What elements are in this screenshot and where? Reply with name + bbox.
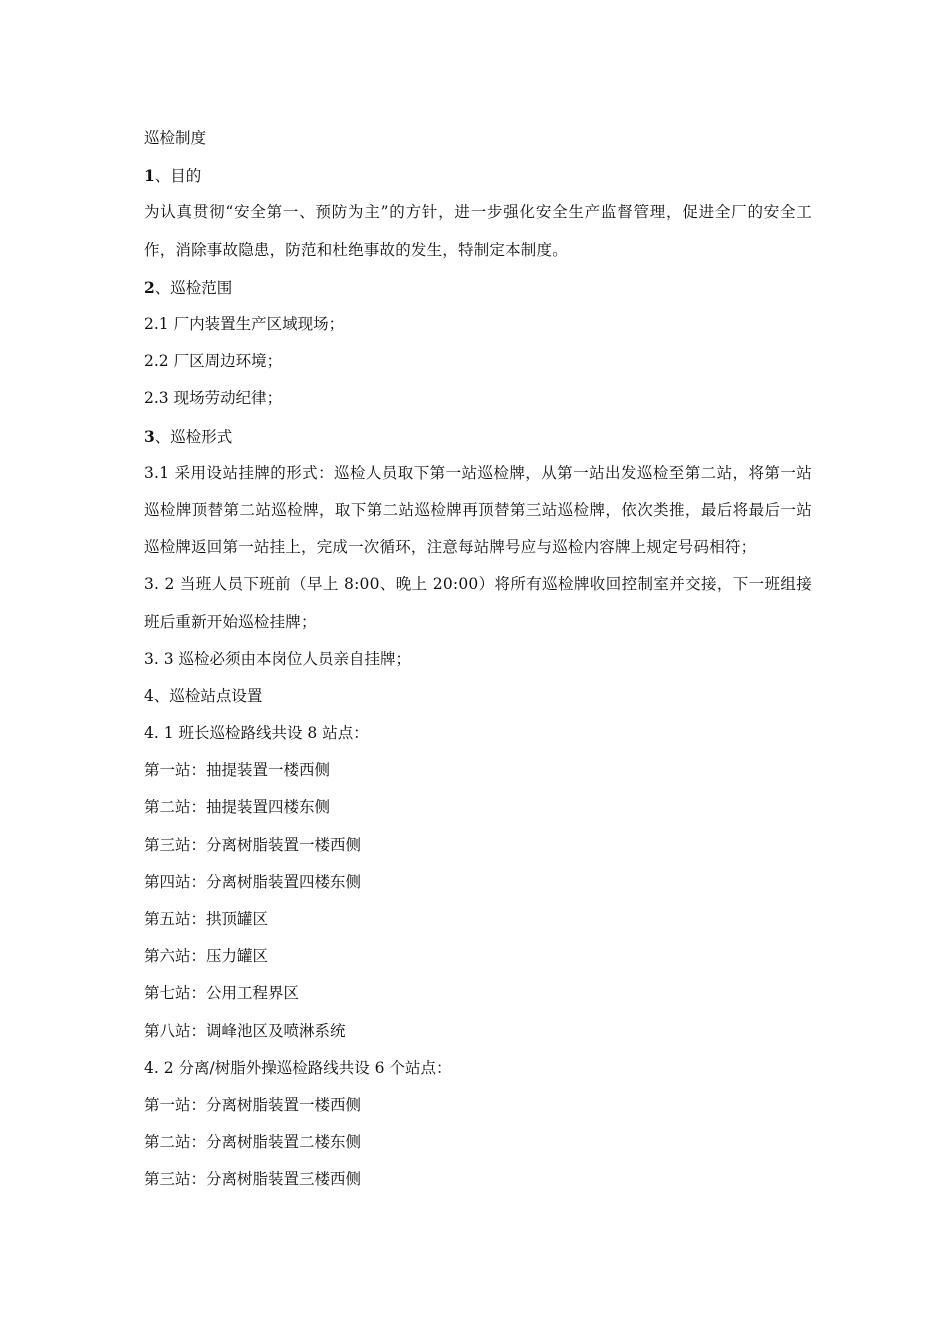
station-item: 第一站：分离树脂装置一楼西侧	[144, 1095, 362, 1114]
section-2-item: 2.2 厂区周边环境；	[144, 352, 283, 371]
section-3-paragraph-3: 3. 3 巡检必须由本岗位人员亲自挂牌；	[144, 649, 412, 668]
section-3-heading	[144, 418, 812, 455]
section-4-2-heading: 4. 2 分离/树脂外操巡检路线共设 6 个站点：	[144, 1058, 452, 1077]
section-3-paragraph-2: 3. 2 当班人员下班前（早上 8:00、晚上 20:00）将所有巡检牌收回控制室并交接，下一班组接班后重新开始巡检挂牌；	[144, 575, 812, 631]
station-item: 第三站：分离树脂装置一楼西侧	[144, 835, 362, 854]
section-3-paragraph-1: 3.1 采用设站挂牌的形式：巡检人员取下第一站巡检牌，从第一站出发巡检至第二站，将第一站巡检牌顶替第二站巡检牌，取下第二站巡检牌再顶替第三站巡检牌，依次类推，最后将最后一站巡检牌返回第一站挂上，完成一次循环，注意每站牌号应与巡检内容牌上规定号码相符；	[144, 463, 812, 557]
section-3-title: 、巡检形式	[154, 427, 233, 446]
station-item: 第五站：拱顶罐区	[144, 910, 269, 929]
doc-title: 巡检制度	[144, 129, 207, 147]
station-item: 第二站：分离树脂装置二楼东侧	[144, 1133, 362, 1152]
section-2-item: 2.1 厂内装置生产区域现场；	[144, 314, 345, 333]
section-2-number: 2	[144, 277, 155, 297]
station-item: 第三站：分离树脂装置三楼西侧	[144, 1170, 362, 1189]
station-item: 第四站：分离树脂装置四楼东侧	[144, 872, 362, 891]
section-1-body: 为认真贯彻“安全第一、预防为主”的方针，进一步强化安全生产监督管理，促进全厂的安全工作，消除事故隐患，防范和杜绝事故的发生，特制定本制度。	[144, 203, 812, 259]
section-2-item: 2.3 现场劳动纪律；	[144, 389, 283, 408]
station-item: 第一站：抽提装置一楼西侧	[144, 761, 331, 780]
section-2-title: 、巡检范围	[154, 278, 233, 297]
section-4-1-heading: 4. 1 班长巡检路线共设 8 站点：	[144, 724, 369, 743]
station-item: 第八站：调峰池区及喷淋系统	[144, 1021, 346, 1040]
section-2-heading	[144, 269, 812, 306]
document-body	[144, 120, 812, 1199]
section-1-heading	[144, 157, 812, 194]
station-item: 第二站：抽提装置四楼东侧	[144, 798, 331, 817]
section-1-number: 1	[144, 166, 155, 186]
station-item: 第六站：压力罐区	[144, 947, 269, 966]
station-item: 第七站：公用工程界区	[144, 984, 300, 1003]
section-4-heading: 4、巡检站点设置	[144, 686, 263, 705]
section-1-title: 、目的	[154, 167, 202, 186]
section-3-number: 3	[144, 426, 155, 446]
